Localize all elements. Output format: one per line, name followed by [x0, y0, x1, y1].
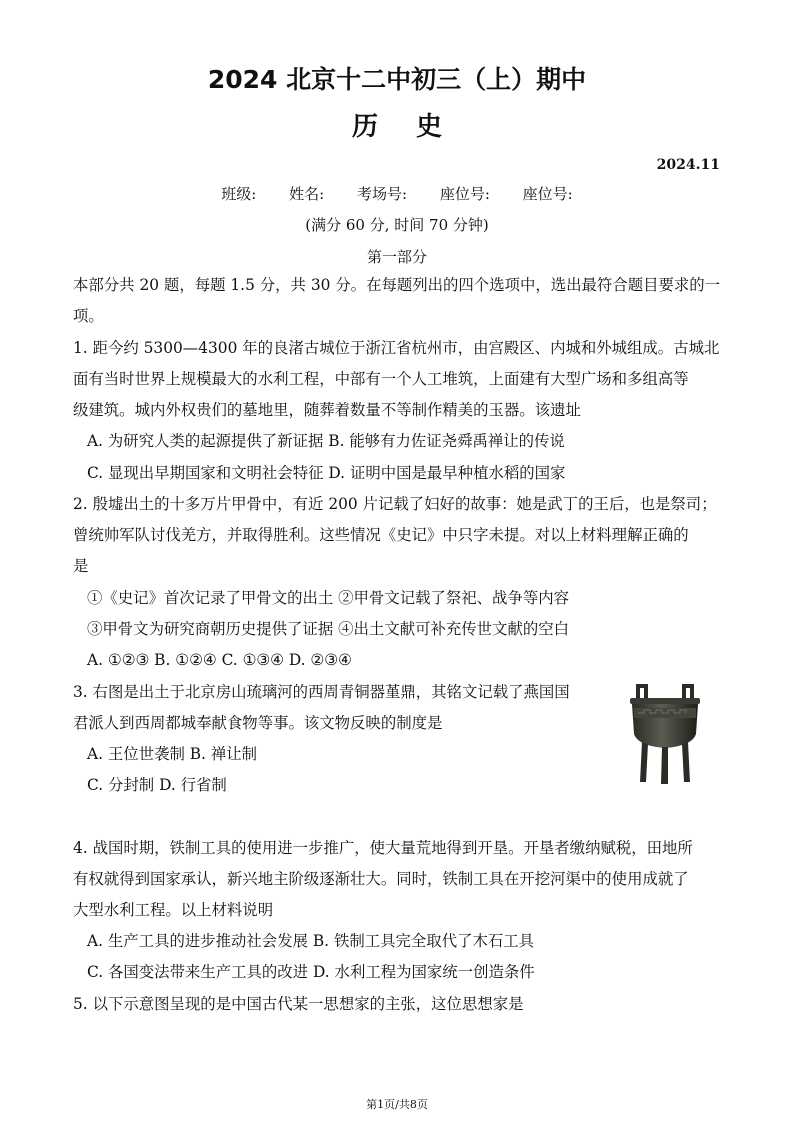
question-4-options: C. 各国变法带来生产工具的改进 D. 水利工程为国家统一创造条件 — [87, 963, 535, 981]
question-3-options: C. 分封制 D. 行省制 — [87, 776, 227, 794]
question-2-items: ①《史记》首次记录了甲骨文的出土 ②甲骨文记载了祭祀、战争等内容 — [87, 589, 570, 607]
question-4-stem: 大型水利工程。以上材料说明 — [73, 901, 274, 919]
question-1-stem: 面有当时世界上规模最大的水利工程，中部有一个人工堆筑，上面建有大型广场和多组高等 — [73, 370, 689, 388]
info-field-room: 考场号: — [356, 185, 408, 203]
bronze-ding-image — [626, 682, 704, 787]
question-1-stem: 1. 距今约 5300—4300 年的良渚古城位于浙江省杭州市，由宫殿区、内城和外城组成。古城北 — [73, 339, 720, 357]
info-field-seat-2: 座位号: — [522, 185, 573, 203]
question-1-stem: 级建筑。城内外权贵们的墓地里，随葬着数量不等制作精美的玉器。该遗址 — [73, 401, 581, 419]
question-2-stem: 是 — [73, 557, 89, 575]
question-2-options: A. ①②③ B. ①②④ C. ①③④ D. ②③④ — [87, 651, 352, 669]
question-2-stem: 曾统帅军队讨伐羌方，并取得胜利。这些情况《史记》中只字未提。对以上材料理解正确的 — [73, 526, 689, 544]
info-field-seat: 座位号: — [439, 185, 490, 203]
exam-date: 2024.11 — [656, 157, 720, 173]
info-field-class: 班级: — [221, 185, 257, 203]
info-field-name: 姓名: — [289, 185, 325, 203]
student-info-row — [0, 183, 794, 204]
question-2-items: ③甲骨文为研究商朝历史提供了证据 ④出土文献可补充传世文献的空白 — [87, 620, 570, 638]
question-1-options: C. 显现出早期国家和文明社会特征 D. 证明中国是最早种植水稻的国家 — [87, 464, 566, 482]
question-2-stem: 2. 殷墟出土的十多万片甲骨中，有近 200 片记载了妇好的故事：她是武丁的王后，也是祭司； — [73, 495, 717, 513]
page-footer: 第1页/共8页 — [366, 1098, 428, 1111]
question-4-stem: 4. 战国时期，铁制工具的使用进一步推广，使大量荒地得到开垦。开垦者缴纳赋税，田地所 — [73, 839, 693, 857]
question-3-options: A. 王位世袭制 B. 禅让制 — [87, 745, 258, 763]
part-heading: 第一部分 — [366, 248, 427, 266]
question-5-stem: 5. 以下示意图呈现的是中国古代某一思想家的主张，这位思想家是 — [73, 995, 524, 1013]
bronze-ding-icon — [626, 682, 704, 787]
question-3-stem: 君派人到西周都城奉献食物等事。该文物反映的制度是 — [73, 714, 443, 732]
exam-title: 2024 北京十二中初三（上）期中 — [207, 65, 587, 94]
intro-line: 项。 — [73, 307, 104, 325]
exam-subject: 历史 — [351, 112, 480, 142]
question-1-options: A. 为研究人类的起源提供了新证据 B. 能够有力佐证尧舜禹禅让的传说 — [87, 432, 565, 450]
intro-line: 本部分共 20 题，每题 1.5 分，共 30 分。在每题列出的四个选项中，选出最符合题目要求的一 — [73, 276, 721, 294]
question-4-options: A. 生产工具的进步推动社会发展 B. 铁制工具完全取代了木石工具 — [87, 932, 535, 950]
question-4-stem: 有权就得到国家承认，新兴地主阶级逐渐壮大。同时，铁制工具在开挖河渠中的使用成就了 — [73, 870, 689, 888]
score-note: (满分 60 分, 时间 70 分钟) — [305, 216, 489, 234]
question-3-stem: 3. 右图是出土于北京房山琉璃河的西周青铜器堇鼎，其铭文记载了燕国国 — [73, 683, 570, 701]
